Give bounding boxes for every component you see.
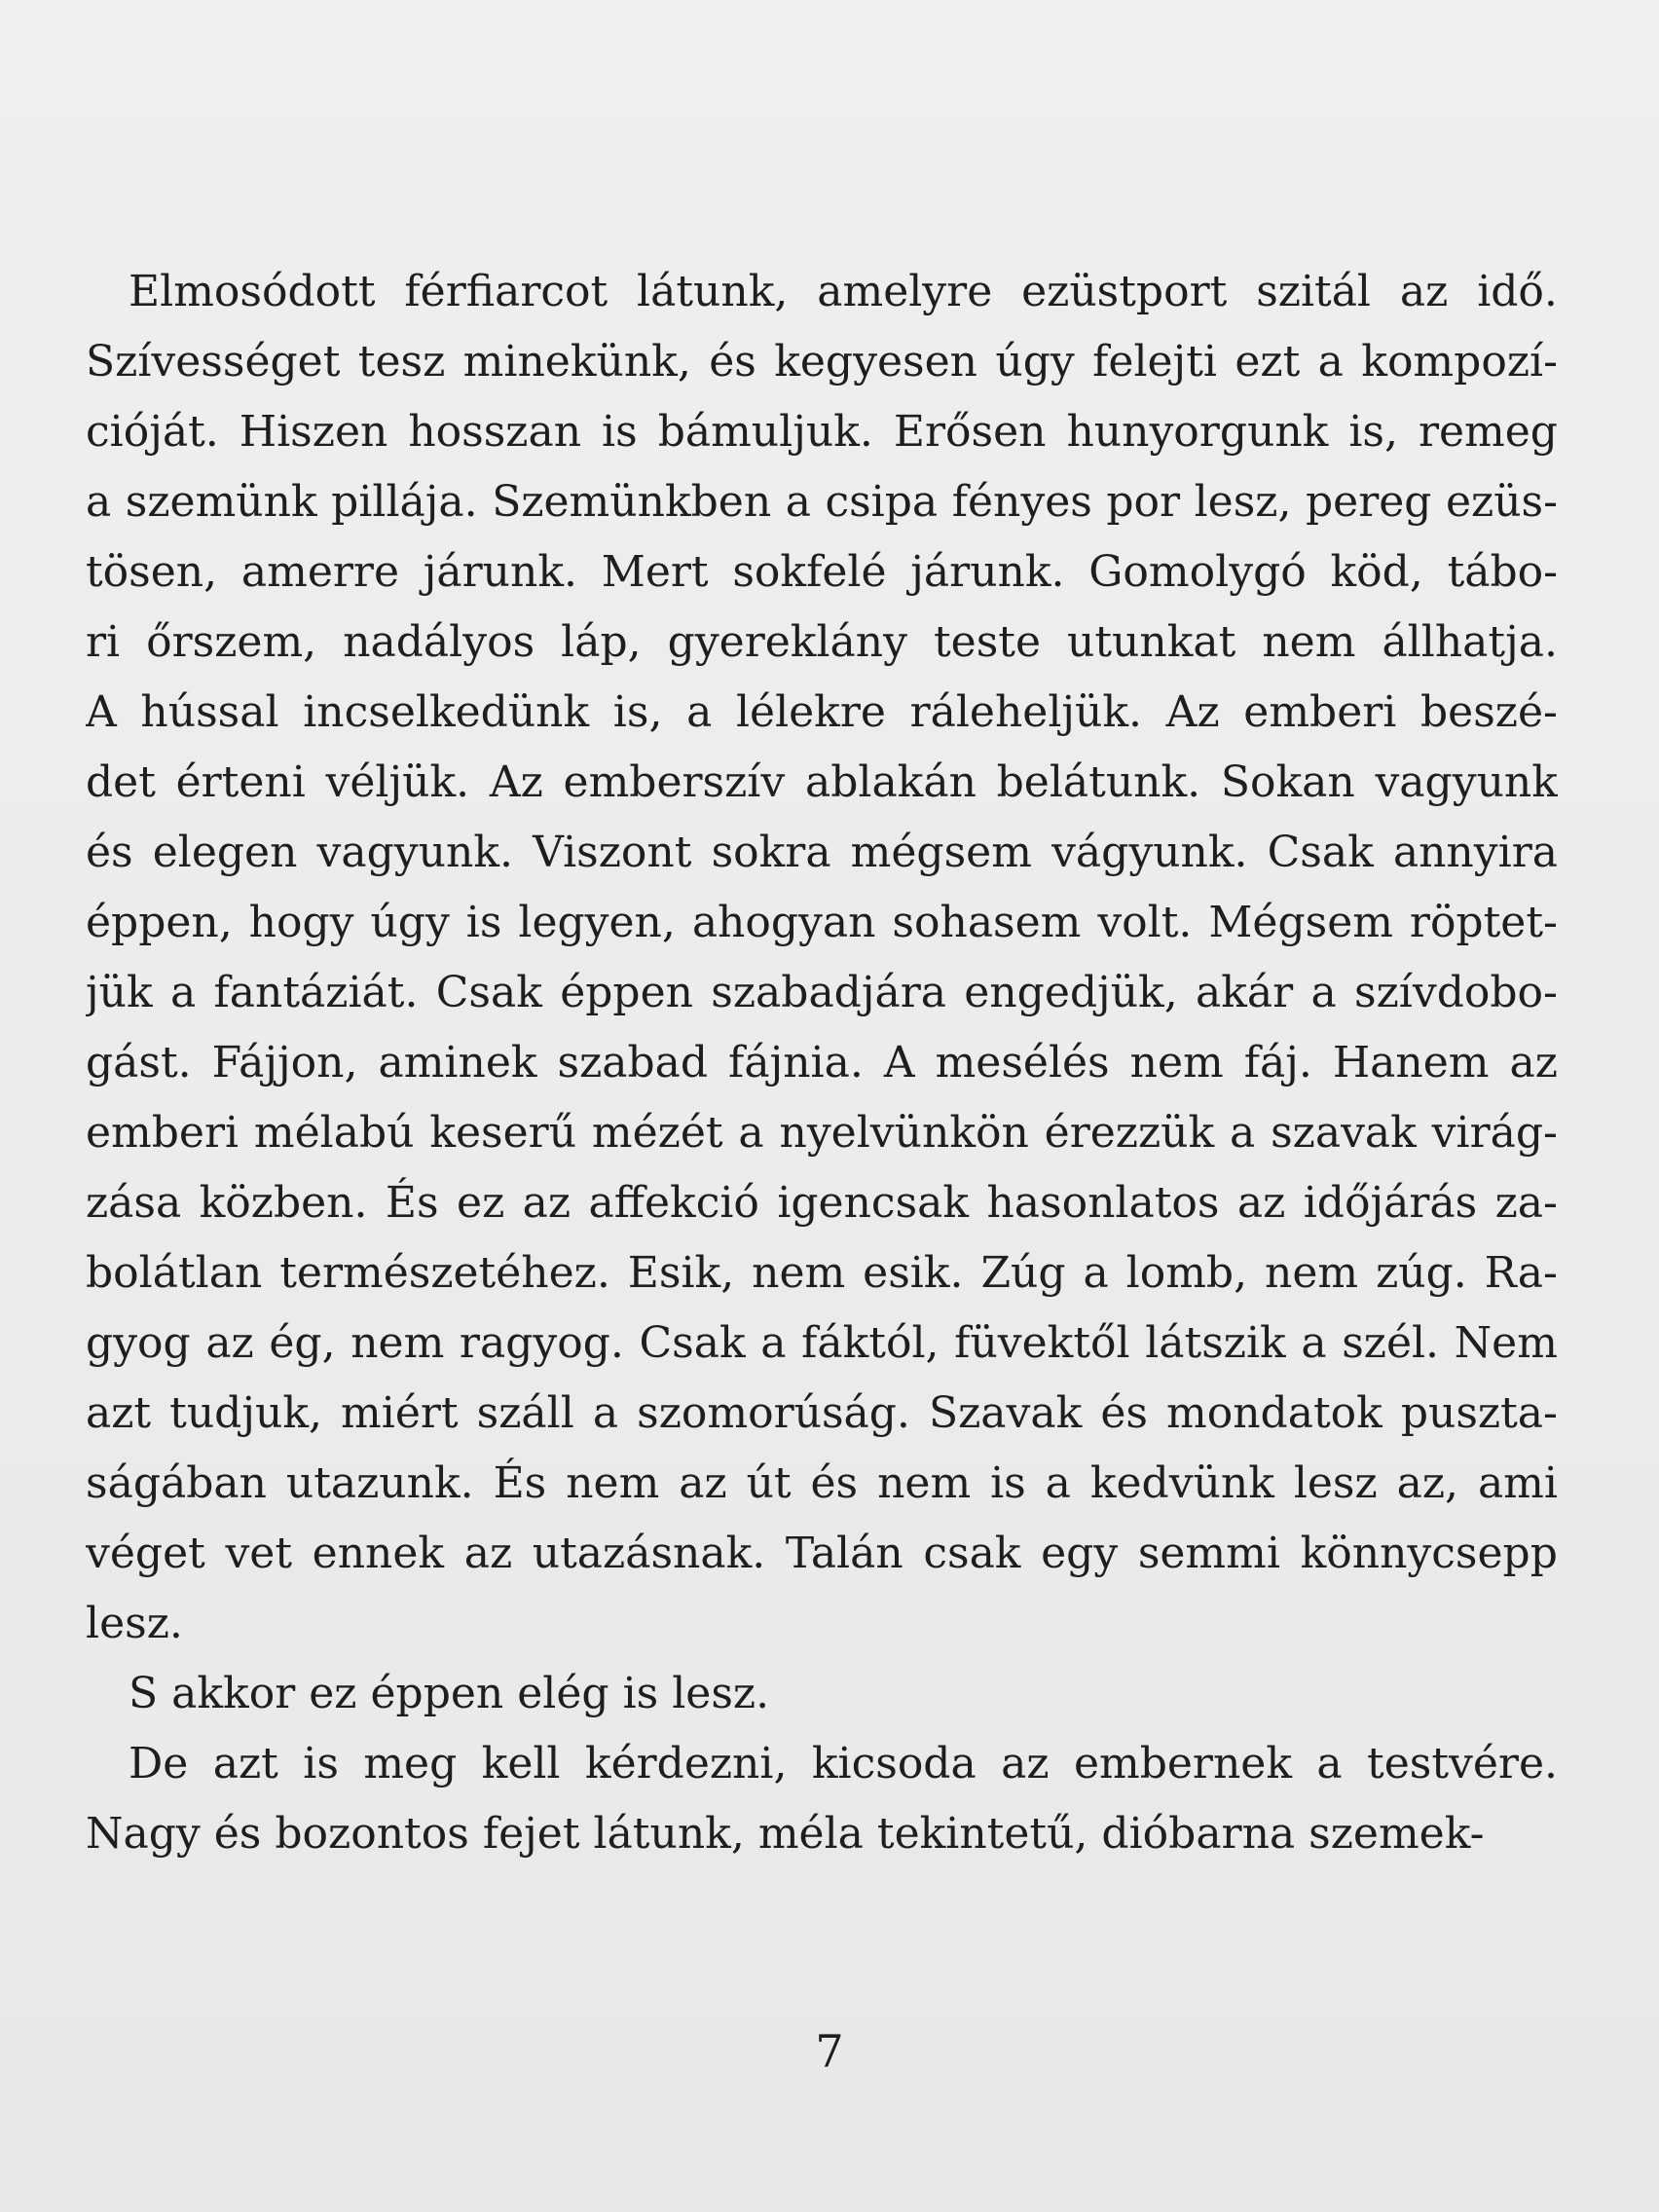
text-line: azt tudjuk, miért száll a szomorúság. Szavak és mondatok puszta-	[86, 1388, 1558, 1438]
text-line: a szemünk pillája. Szemünkben a csipa fényes por lesz, pereg ezüs-	[86, 477, 1558, 527]
paragraph	[86, 257, 1558, 1659]
text-line: cióját. Hiszen hosszan is bámuljuk. Erősen hunyorgunk is, remeg	[86, 407, 1558, 457]
text-line: ságában utazunk. És nem az út és nem is a kedvünk lesz az, ami	[86, 1458, 1558, 1508]
text-line: zása közben. És ez az affekció igencsak hasonlatos az időjárás za-	[86, 1178, 1558, 1228]
text-line: Nagy és bozontos fejet látunk, méla tekintetű, dióbarna szemek-	[86, 1809, 1485, 1859]
text-line: Elmosódott férfiarcot látunk, amelyre ezüstport szitál az idő.	[129, 267, 1558, 316]
page-number: 7	[815, 2025, 844, 2078]
text-line: lesz.	[86, 1599, 183, 1648]
text-line: A hússal incselkedünk is, a lélekre ráleheljük. Az emberi beszé-	[86, 687, 1558, 737]
text-line: ri őrszem, nadályos láp, gyereklány teste utunkat nem állhatja.	[86, 617, 1558, 667]
text-line: gást. Fájjon, aminek szabad fájnia. A mesélés nem fáj. Hanem az	[86, 1038, 1558, 1088]
text-line: véget vet ennek az utazásnak. Talán csak egy semmi könnycsepp	[86, 1529, 1558, 1578]
text-line: bolátlan természetéhez. Esik, nem esik. Zúg a lomb, nem zúg. Ra-	[86, 1248, 1558, 1298]
paragraph	[86, 1729, 1558, 1869]
paragraph	[86, 1659, 1558, 1729]
text-line: éppen, hogy úgy is legyen, ahogyan sohasem volt. Mégsem röptet-	[86, 898, 1558, 947]
text-line: det érteni véljük. Az emberszív ablakán belátunk. Sokan vagyunk	[86, 757, 1558, 807]
text-line: S akkor ez éppen elég is lesz.	[129, 1669, 770, 1718]
text-line: De azt is meg kell kérdezni, kicsoda az embernek a testvére.	[129, 1739, 1558, 1788]
body-text	[86, 257, 1558, 1869]
text-line: emberi mélabú keserű mézét a nyelvünkön érezzük a szavak virág-	[86, 1108, 1558, 1158]
text-line: jük a fantáziát. Csak éppen szabadjára engedjük, akár a szívdobo-	[86, 968, 1558, 1017]
text-line: gyog az ég, nem ragyog. Csak a fáktól, füvektől látszik a szél. Nem	[86, 1318, 1558, 1368]
text-line: Szívességet tesz minekünk, és kegyesen úgy felejti ezt a kompozí-	[86, 337, 1558, 387]
text-line: és elegen vagyunk. Viszont sokra mégsem vágyunk. Csak annyira	[86, 828, 1558, 877]
text-line: tösen, amerre járunk. Mert sokfelé járunk. Gomolygó köd, tábo-	[86, 547, 1558, 597]
